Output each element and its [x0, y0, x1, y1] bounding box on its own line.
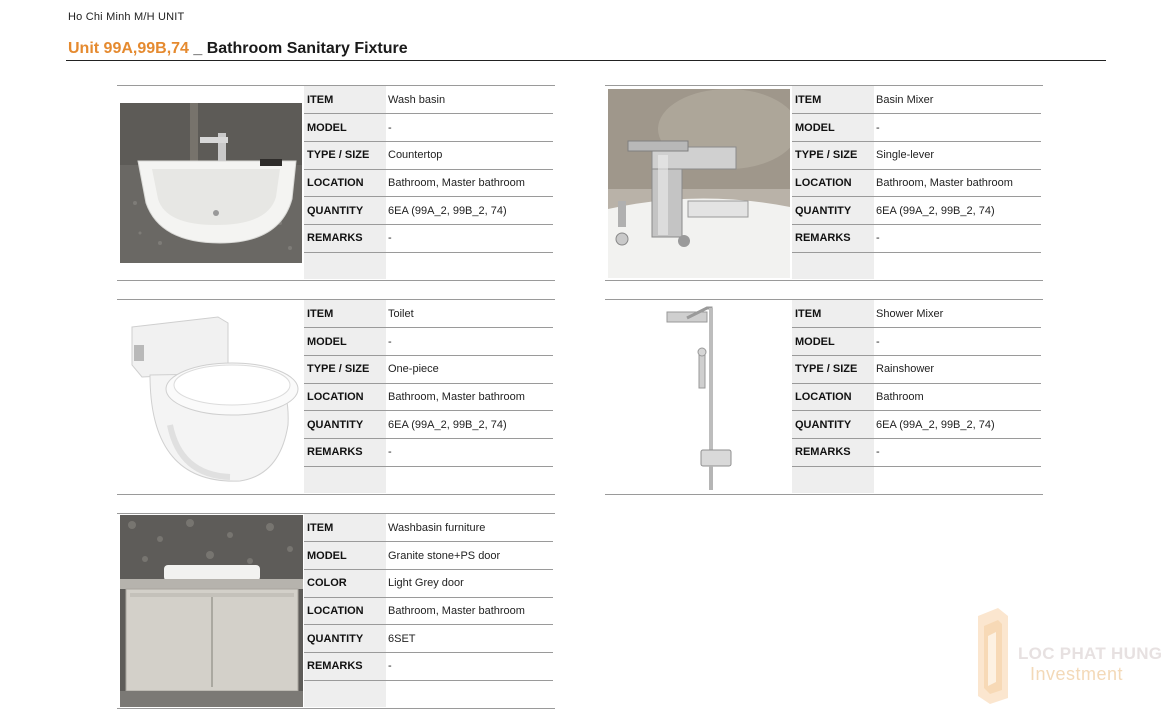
- washbasin-furniture-spec-table: [304, 514, 553, 707]
- spec-value: 6EA (99A_2, 99B_2, 74): [874, 197, 1041, 225]
- spec-value: -: [874, 328, 1041, 356]
- table-row: [304, 169, 553, 197]
- page-title-text: _ Bathroom Sanitary Fixture: [188, 40, 408, 57]
- fixture-card-washbasin-furniture: [117, 513, 555, 709]
- spec-value: 6EA (99A_2, 99B_2, 74): [386, 197, 553, 225]
- spec-label: REMARKS: [304, 652, 386, 680]
- spec-value: [874, 252, 1041, 279]
- spec-label: QUANTITY: [304, 625, 386, 653]
- spec-value: 6EA (99A_2, 99B_2, 74): [386, 411, 553, 439]
- wash-basin-photo: [120, 103, 302, 263]
- spec-label: MODEL: [304, 114, 386, 142]
- spec-value: Bathroom: [874, 383, 1041, 411]
- table-row: [304, 355, 553, 383]
- table-row: [304, 252, 553, 279]
- spec-label: REMARKS: [304, 438, 386, 466]
- spec-label: REMARKS: [304, 224, 386, 252]
- spec-label: LOCATION: [304, 597, 386, 625]
- spec-value: [874, 466, 1041, 493]
- fixture-card-basin-mixer: [605, 85, 1043, 281]
- spec-label: QUANTITY: [304, 411, 386, 439]
- table-row: [792, 355, 1041, 383]
- table-row: [792, 141, 1041, 169]
- spec-value: Granite stone+PS door: [386, 542, 553, 570]
- table-row: [304, 597, 553, 625]
- spec-label: COLOR: [304, 569, 386, 597]
- toilet-photo: [120, 305, 302, 491]
- table-row: [304, 411, 553, 439]
- spec-value: -: [386, 114, 553, 142]
- spec-label: ITEM: [792, 300, 874, 328]
- spec-value: Rainshower: [874, 355, 1041, 383]
- logo-mark-icon: [972, 606, 1012, 706]
- spec-value: Bathroom, Master bathroom: [386, 597, 553, 625]
- spec-label: LOCATION: [304, 383, 386, 411]
- basin-mixer-photo: [608, 89, 790, 278]
- spec-value: Toilet: [386, 300, 553, 328]
- spec-value: Shower Mixer: [874, 300, 1041, 328]
- spec-label: MODEL: [304, 542, 386, 570]
- logo-company-sub: Investment: [1030, 664, 1124, 684]
- spec-label: TYPE / SIZE: [304, 355, 386, 383]
- spec-value: Basin Mixer: [874, 86, 1041, 114]
- spec-label: [304, 252, 386, 279]
- spec-label: QUANTITY: [792, 197, 874, 225]
- table-row: [792, 411, 1041, 439]
- spec-value: -: [874, 438, 1041, 466]
- table-row: [304, 438, 553, 466]
- shower-mixer-spec-table: [792, 300, 1041, 493]
- spec-value: -: [874, 114, 1041, 142]
- spec-label: ITEM: [304, 300, 386, 328]
- spec-value: -: [386, 224, 553, 252]
- spec-value: [386, 466, 553, 493]
- table-row: [304, 141, 553, 169]
- fixture-card-shower-mixer: [605, 299, 1043, 495]
- spec-label: LOCATION: [792, 383, 874, 411]
- table-row: [304, 625, 553, 653]
- spec-label: LOCATION: [304, 169, 386, 197]
- spec-label: MODEL: [304, 328, 386, 356]
- table-row: [792, 114, 1041, 142]
- spec-label: [792, 466, 874, 493]
- spec-value: Wash basin: [386, 86, 553, 114]
- table-row: [304, 224, 553, 252]
- spec-value: -: [386, 438, 553, 466]
- spec-label: REMARKS: [792, 438, 874, 466]
- spec-label: ITEM: [792, 86, 874, 114]
- table-row: [304, 542, 553, 570]
- spec-value: Light Grey door: [386, 569, 553, 597]
- spec-label: [304, 680, 386, 707]
- table-row: [304, 466, 553, 493]
- spec-value: 6EA (99A_2, 99B_2, 74): [874, 411, 1041, 439]
- spec-label: QUANTITY: [792, 411, 874, 439]
- table-row: [792, 86, 1041, 114]
- spec-label: ITEM: [304, 86, 386, 114]
- spec-label: TYPE / SIZE: [304, 141, 386, 169]
- table-row: [792, 328, 1041, 356]
- spec-label: [792, 252, 874, 279]
- spec-label: REMARKS: [792, 224, 874, 252]
- page-title-unit: Unit 99A,99B,74: [68, 40, 189, 57]
- table-row: [304, 680, 553, 707]
- spec-label: LOCATION: [792, 169, 874, 197]
- spec-label: MODEL: [792, 114, 874, 142]
- header-subtitle: Ho Chi Minh M/H UNIT: [68, 11, 185, 23]
- spec-value: Countertop: [386, 141, 553, 169]
- table-row: [304, 197, 553, 225]
- logo-company-name: LOC PHAT HUNG: [1018, 644, 1163, 663]
- wash-basin-spec-table: [304, 86, 553, 279]
- basin-mixer-spec-table: [792, 86, 1041, 279]
- table-row: [304, 514, 553, 542]
- fixture-card-wash-basin: [117, 85, 555, 281]
- table-row: [792, 300, 1041, 328]
- spec-label: TYPE / SIZE: [792, 141, 874, 169]
- spec-label: QUANTITY: [304, 197, 386, 225]
- spec-label: TYPE / SIZE: [792, 355, 874, 383]
- spec-value: 6SET: [386, 625, 553, 653]
- table-row: [792, 224, 1041, 252]
- spec-value: [386, 680, 553, 707]
- table-row: [304, 383, 553, 411]
- spec-value: [386, 252, 553, 279]
- spec-value: One-piece: [386, 355, 553, 383]
- spec-value: -: [386, 328, 553, 356]
- table-row: [304, 86, 553, 114]
- spec-value: -: [386, 652, 553, 680]
- table-row: [792, 466, 1041, 493]
- table-row: [304, 114, 553, 142]
- spec-value: -: [874, 224, 1041, 252]
- shower-mixer-photo: [645, 302, 755, 494]
- page-title: [68, 40, 408, 58]
- table-row: [792, 383, 1041, 411]
- spec-value: Single-lever: [874, 141, 1041, 169]
- table-row: [304, 569, 553, 597]
- table-row: [792, 252, 1041, 279]
- table-row: [792, 169, 1041, 197]
- spec-label: MODEL: [792, 328, 874, 356]
- title-divider: [66, 60, 1106, 61]
- fixture-card-toilet: [117, 299, 555, 495]
- table-row: [792, 197, 1041, 225]
- spec-label: [304, 466, 386, 493]
- toilet-spec-table: [304, 300, 553, 493]
- washbasin-furniture-photo: [120, 515, 303, 707]
- table-row: [304, 652, 553, 680]
- table-row: [304, 300, 553, 328]
- spec-label: ITEM: [304, 514, 386, 542]
- company-logo: [972, 606, 1167, 706]
- spec-value: Bathroom, Master bathroom: [386, 169, 553, 197]
- table-row: [792, 438, 1041, 466]
- spec-value: Bathroom, Master bathroom: [386, 383, 553, 411]
- spec-value: Bathroom, Master bathroom: [874, 169, 1041, 197]
- spec-value: Washbasin furniture: [386, 514, 553, 542]
- table-row: [304, 328, 553, 356]
